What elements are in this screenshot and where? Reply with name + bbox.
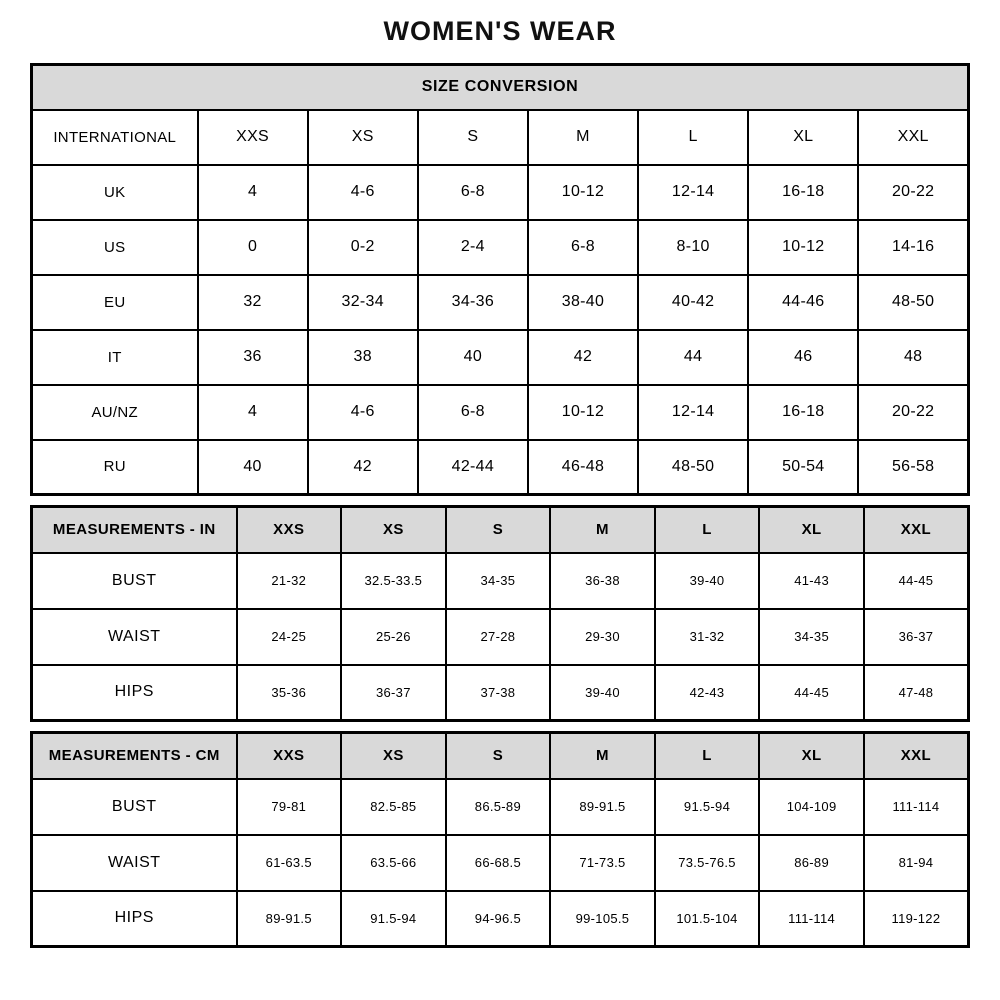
cell-value: 50-54 [748,440,858,495]
cell-value: 27-28 [446,609,551,665]
cell-value: 66-68.5 [446,835,551,891]
cell-value: 10-12 [528,385,638,440]
size-column-header: XXS [237,507,342,553]
cell-value: 6-8 [418,165,528,220]
table-header-row [32,507,969,553]
size-column-header: XXL [864,507,969,553]
cell-value: 12-14 [638,385,748,440]
cell-value: XXL [858,110,968,165]
cell-value: 47-48 [864,665,969,721]
cell-value: 101.5-104 [655,891,760,947]
cell-value: 32.5-33.5 [341,553,446,609]
cell-value: XXS [198,110,308,165]
row-label: UK [32,165,198,220]
cell-value: 35-36 [237,665,342,721]
size-column-header: L [655,733,760,779]
cell-value: 119-122 [864,891,969,947]
row-label: BUST [32,553,237,609]
cell-value: 8-10 [638,220,748,275]
table-row [32,440,969,495]
table-row [32,165,969,220]
table-row [32,220,969,275]
cell-value: 63.5-66 [341,835,446,891]
cell-value: 34-35 [759,609,864,665]
row-label: IT [32,330,198,385]
size-column-header: XL [759,507,864,553]
table-row [32,275,969,330]
cell-value: 29-30 [550,609,655,665]
cell-value: 40 [418,330,528,385]
cell-value: 32 [198,275,308,330]
cell-value: 48 [858,330,968,385]
row-label: RU [32,440,198,495]
cell-value: 20-22 [858,385,968,440]
table-row [32,835,969,891]
cell-value: L [638,110,748,165]
cell-value: 10-12 [528,165,638,220]
cell-value: 89-91.5 [237,891,342,947]
cell-value: 41-43 [759,553,864,609]
cell-value: 91.5-94 [341,891,446,947]
size-column-header: XL [759,733,864,779]
cell-value: 34-36 [418,275,528,330]
cell-value: 104-109 [759,779,864,835]
table-header-label: MEASUREMENTS - IN [32,507,237,553]
cell-value: 46-48 [528,440,638,495]
row-label: AU/NZ [32,385,198,440]
cell-value: 111-114 [864,779,969,835]
table-row [32,779,969,835]
measurements-in-table [30,505,970,722]
cell-value: 16-18 [748,165,858,220]
size-column-header: M [550,733,655,779]
cell-value: 4-6 [308,165,418,220]
cell-value: 20-22 [858,165,968,220]
cell-value: 38-40 [528,275,638,330]
cell-value: 39-40 [655,553,760,609]
cell-value: 48-50 [638,440,748,495]
cell-value: 82.5-85 [341,779,446,835]
row-label: HIPS [32,891,237,947]
cell-value: 81-94 [864,835,969,891]
page-title: WOMEN'S WEAR [383,16,617,46]
cell-value: 86-89 [759,835,864,891]
size-column-header: XXL [864,733,969,779]
cell-value: S [418,110,528,165]
cell-value: 89-91.5 [550,779,655,835]
table-row [32,385,969,440]
cell-value: 6-8 [528,220,638,275]
cell-value: 91.5-94 [655,779,760,835]
cell-value: 38 [308,330,418,385]
row-label: BUST [32,779,237,835]
cell-value: 48-50 [858,275,968,330]
row-label: US [32,220,198,275]
table-row [32,609,969,665]
cell-value: 4-6 [308,385,418,440]
cell-value: 46 [748,330,858,385]
size-column-header: XS [341,507,446,553]
cell-value: 14-16 [858,220,968,275]
row-label: WAIST [32,835,237,891]
cell-value: 40 [198,440,308,495]
cell-value: 36-38 [550,553,655,609]
cell-value: 44 [638,330,748,385]
table-row [32,553,969,609]
cell-value: 31-32 [655,609,760,665]
cell-value: 10-12 [748,220,858,275]
table-row [32,891,969,947]
cell-value: 42-43 [655,665,760,721]
size-column-header: XXS [237,733,342,779]
cell-value: XL [748,110,858,165]
size-column-header: M [550,507,655,553]
cell-value: 39-40 [550,665,655,721]
cell-value: 42 [528,330,638,385]
cell-value: 16-18 [748,385,858,440]
size-column-header: S [446,507,551,553]
cell-value: 73.5-76.5 [655,835,760,891]
cell-value: M [528,110,638,165]
cell-value: 99-105.5 [550,891,655,947]
cell-value: 4 [198,385,308,440]
cell-value: 2-4 [418,220,528,275]
cell-value: 44-46 [748,275,858,330]
cell-value: 36-37 [341,665,446,721]
cell-value: 25-26 [341,609,446,665]
cell-value: 0-2 [308,220,418,275]
cell-value: 42 [308,440,418,495]
cell-value: 34-35 [446,553,551,609]
cell-value: XS [308,110,418,165]
cell-value: 36 [198,330,308,385]
table-header-row [32,733,969,779]
cell-value: 44-45 [759,665,864,721]
cell-value: 111-114 [759,891,864,947]
table-row [32,110,969,165]
table-row [32,330,969,385]
size-column-header: L [655,507,760,553]
cell-value: 37-38 [446,665,551,721]
row-label: INTERNATIONAL [32,110,198,165]
cell-value: 24-25 [237,609,342,665]
measurements-cm-table [30,731,970,948]
cell-value: 32-34 [308,275,418,330]
cell-value: 6-8 [418,385,528,440]
cell-value: 44-45 [864,553,969,609]
table-row [32,665,969,721]
size-column-header: XS [341,733,446,779]
table-banner: SIZE CONVERSION [32,65,969,110]
cell-value: 12-14 [638,165,748,220]
row-label: HIPS [32,665,237,721]
row-label: WAIST [32,609,237,665]
size-column-header: S [446,733,551,779]
cell-value: 71-73.5 [550,835,655,891]
row-label: EU [32,275,198,330]
cell-value: 56-58 [858,440,968,495]
cell-value: 42-44 [418,440,528,495]
table-banner-row [32,65,969,110]
cell-value: 94-96.5 [446,891,551,947]
cell-value: 61-63.5 [237,835,342,891]
cell-value: 40-42 [638,275,748,330]
cell-value: 21-32 [237,553,342,609]
cell-value: 4 [198,165,308,220]
cell-value: 86.5-89 [446,779,551,835]
table-header-label: MEASUREMENTS - CM [32,733,237,779]
cell-value: 79-81 [237,779,342,835]
cell-value: 36-37 [864,609,969,665]
cell-value: 0 [198,220,308,275]
size-conversion-table [30,63,970,496]
